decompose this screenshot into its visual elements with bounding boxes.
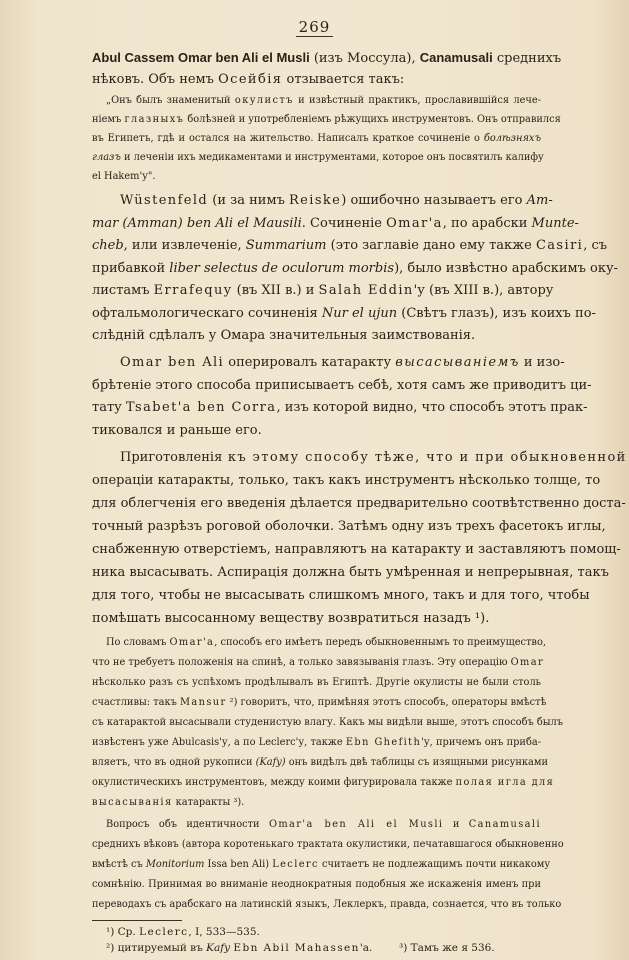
quote-line: el Hakem'у".: [92, 171, 156, 182]
text-line: cheb, или извлеченіе, Summarium (это заглавіе дано ему также Casiri, съ: [92, 238, 608, 253]
small-text-line: что не требуетъ положенія на спинѣ, а только завязыванія глазъ. Эту операцію Omar: [92, 657, 545, 668]
small-text-line: вляетъ, что въ одной рукописи (Kafy) онъ видѣлъ двѣ таблицы съ изящными рисунками: [92, 757, 549, 768]
text-line: нѣковъ. Объ немъ Осейбія отзывается такъ:: [92, 72, 405, 87]
text-line: Abul Cassem Omar ben Ali el Musli (изъ Моссула), Canamusali среднихъ: [92, 50, 562, 66]
text-line: листамъ Errafequy (въ XII в.) и Salah Eddin'у (въ XIII в.), автору: [92, 283, 554, 298]
text-line: тату Tsabet'a ben Corra, изъ которой видно, что способъ этотъ прак-: [92, 400, 588, 415]
quote-line: глазъ и леченіи ихъ медикаментами и инструментами, которое онъ посвятилъ калифу: [92, 152, 544, 163]
small-text-line: сомнѣнію. Принимая во вниманіе неоднократныя подобныя же искаженія именъ при: [92, 879, 541, 890]
text-line: тиковался и раньше его.: [92, 423, 262, 438]
quote-line: ніемъ глазныхъ болѣзней и употребленіемъ рѣжущихъ инструментовъ. Онъ отправился: [92, 114, 561, 125]
text-line: для облегченія его введенія дѣлается предварительно соотвѣтственно доста-: [92, 496, 626, 511]
quote-line: въ Египетъ, гдѣ и остался на жительство. Написалъ краткое сочиненіе о болѣзняхъ: [92, 133, 541, 144]
footnote-rule: [92, 920, 182, 921]
text-line: ника высасывать. Аспирація должна быть умѣренная и непрерывная, такъ: [92, 565, 609, 580]
small-text-line: высасыванія катаракты ³).: [92, 797, 245, 808]
small-text-line: окулистическихъ инструментовъ, между коими фигурировала также полая игла для: [92, 777, 555, 788]
text-line: слѣдній сдѣлалъ у Омара значительныя заимствованія.: [92, 328, 476, 343]
small-text-line: счастливы: такъ Mansur ²) говоритъ, что, примѣняя этотъ способъ, операторы вмѣстѣ: [92, 697, 547, 708]
small-text-line: По словамъ Omar'a, способъ его имѣетъ передъ обыкновеннымъ то преимущество,: [106, 637, 546, 648]
text-line: Omar ben Ali оперировалъ катаракту высасываніемъ и изо-: [120, 355, 565, 370]
small-text-line: нѣсколько разъ съ успѣхомъ продѣлывалъ въ Египтѣ. Другіе окулисты не были столь: [92, 677, 541, 688]
footnote: ¹) Ср. Leclerc, I, 533—535.: [106, 926, 260, 938]
footnote: ²) цитируемый въ Kafy Ebn Abil Mahassen'a. ³) Тамъ же я 536.: [106, 942, 495, 954]
small-text-line: среднихъ вѣковъ (автора коротенькаго трактата окулистики, печатавшагося обыкновенно: [92, 839, 564, 850]
quote-line: „Онъ былъ знаменитый окулистъ и извѣстный практикъ, прославившійся лече-: [106, 95, 541, 106]
text-line: mar (Amman) ben Ali el Mausili. Сочиненіе Omar'a, по арабски Munte-: [92, 216, 579, 231]
small-text-line: съ катарактой высасывали студенистую влагу. Какъ мы видѣли выше, этотъ способъ былъ: [92, 717, 563, 728]
page-number: 269: [0, 18, 629, 36]
text-line: Приготовленія къ этому способу тѣже, что и при обыкновенной: [120, 450, 627, 465]
text-line: для того, чтобы не высасывать слишкомъ много, такъ и для того, чтобы: [92, 588, 590, 603]
text-line: снабженную отверстіемъ, направляютъ на катаракту и заставляютъ помощ-: [92, 542, 621, 557]
small-text-line: извѣстенъ уже Abulcasis'у, а по Leclerc'у, также Ebn Ghefith'у, причемъ онъ приба-: [92, 737, 542, 748]
text-line: точный разрѣзъ роговой оболочки. Затѣмъ одну изъ трехъ фасетокъ иглы,: [92, 519, 606, 534]
small-text-line: вмѣстѣ съ Monitorium Issa ben Ali) Leclerc считаетъ не подлежащимъ почти никакому: [92, 859, 551, 870]
text-line: прибавкой liber selectus de oculorum morbis), было извѣстно арабскимъ оку-: [92, 261, 619, 276]
text-line: офтальмологическаго сочиненія Nur el ujun (Свѣтъ глазъ), изъ коихъ по-: [92, 306, 596, 321]
text-line: брѣтеніе этого способа приписываетъ себѣ, хотя самъ же приводитъ ци-: [92, 378, 592, 393]
text-line: Wüstenfeld (и за нимъ Reiske) ошибочно называетъ его Am-: [120, 193, 553, 208]
text-line: операціи катаракты, только, такъ какъ инструментъ нѣсколько толще, то: [92, 473, 601, 488]
text-line: помѣшать высосанному веществу возвратиться назадъ ¹).: [92, 611, 490, 626]
small-text-line: Вопросъ объ идентичности Omar'a ben Ali el Musli и Canamusali: [106, 819, 541, 830]
small-text-line: переводахъ съ арабскаго на латинскій языкъ, Леклеркъ, правда, сознается, что въ только: [92, 899, 562, 910]
